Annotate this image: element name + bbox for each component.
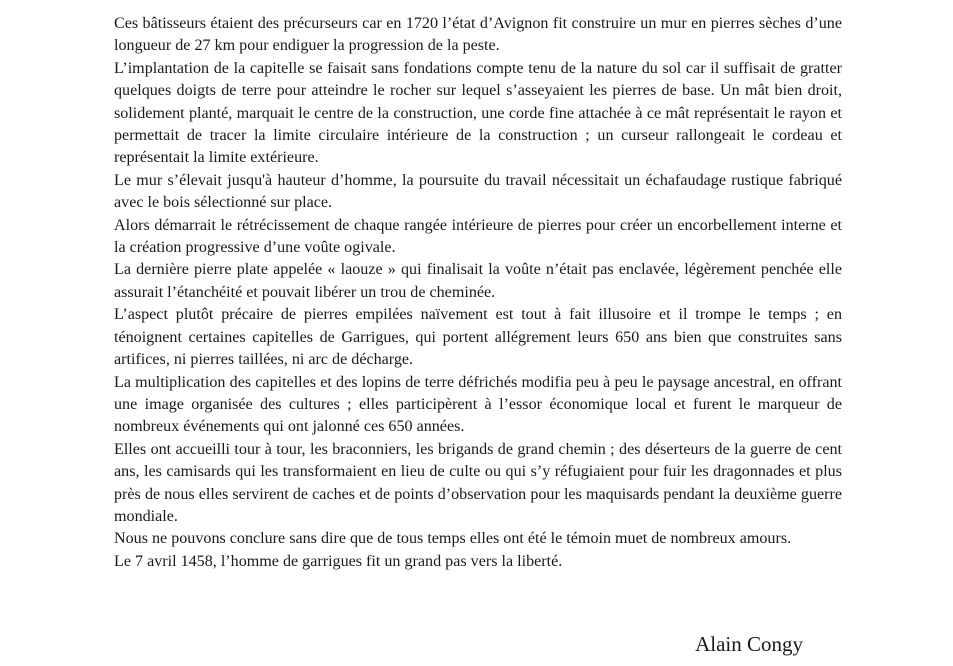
paragraph-8: Elles ont accueilli tour à tour, les braconniers, les brigands de grand chemin ; des déserteurs de la guerre de cent ans, les camisards qui les transformaient en lieu de culte ou qui s’y réfugiaient pour fuir les dragonnades et plus près de nous elles servirent de caches et de points d’observation pour les maquisards pendant la deuxième guerre mondiale. [114,440,842,525]
paragraph-10: Le 7 avril 1458, l’homme de garrigues fit un grand pas vers la liberté. [114,552,563,570]
paragraph-5: La dernière pierre plate appelée « laouze » qui finalisait la voûte n’était pas enclavée, légèrement penchée elle assurait l’étanchéité et pouvait libérer un trou de cheminée. [114,261,842,301]
body-text [114,13,842,573]
paragraph-7: La multiplication des capitelles et des lopins de terre défrichés modifia peu à peu le paysage ancestral, en offrant une image organisée des cultures ; elles participèrent à l’essor économique local et furent le marqueur de nombreux événements qui ont jalonné ces 650 années. [114,373,842,436]
paragraph-3: Le mur s’élevait jusqu'à hauteur d’homme, la poursuite du travail nécessitait un échafaudage rustique fabriqué avec le bois sélectionné sur place. [114,171,842,212]
paragraph-9: Nous ne pouvons conclure sans dire que de tous temps elles ont été le témoin muet de nombreux amours. [114,530,792,548]
paragraph-1: Ces bâtisseurs étaient des précurseurs car en 1720 l’état d’Avignon fit construire un mur en pierres sèches d’une longueur de 27 km pour endiguer la progression de la peste. [114,15,842,55]
author-signature: Alain Congy [695,632,803,656]
paragraph-2: L’implantation de la capitelle se faisait sans fondations compte tenu de la nature du sol car il suffisait de gratter quelques doigts de terre pour atteindre le rocher sur lequel s’asseyaient les pierres de base. Un mât bien droit, solidement planté, marquait le centre de la construction, une corde fine attachée à ce mât représentait le rayon et permettait de tracer la limite circulaire intérieure de la construction ; un curseur rallongeait le cordeau et représentait la limite extérieure. [114,59,842,167]
paragraph-4: Alors démarrait le rétrécissement de chaque rangée intérieure de pierres pour créer un encorbellement interne et la création progressive d’une voûte ogivale. [114,216,842,257]
paragraph-6: L’aspect plutôt précaire de pierres empilées naïvement est tout à fait illusoire et il trompe le temps ; en ténoignent certaines capitelles de Garrigues, qui portent allégrement leurs 650 ans bien que construites sans artifices, ni pierres taillées, ni arc de décharge. [114,306,842,369]
